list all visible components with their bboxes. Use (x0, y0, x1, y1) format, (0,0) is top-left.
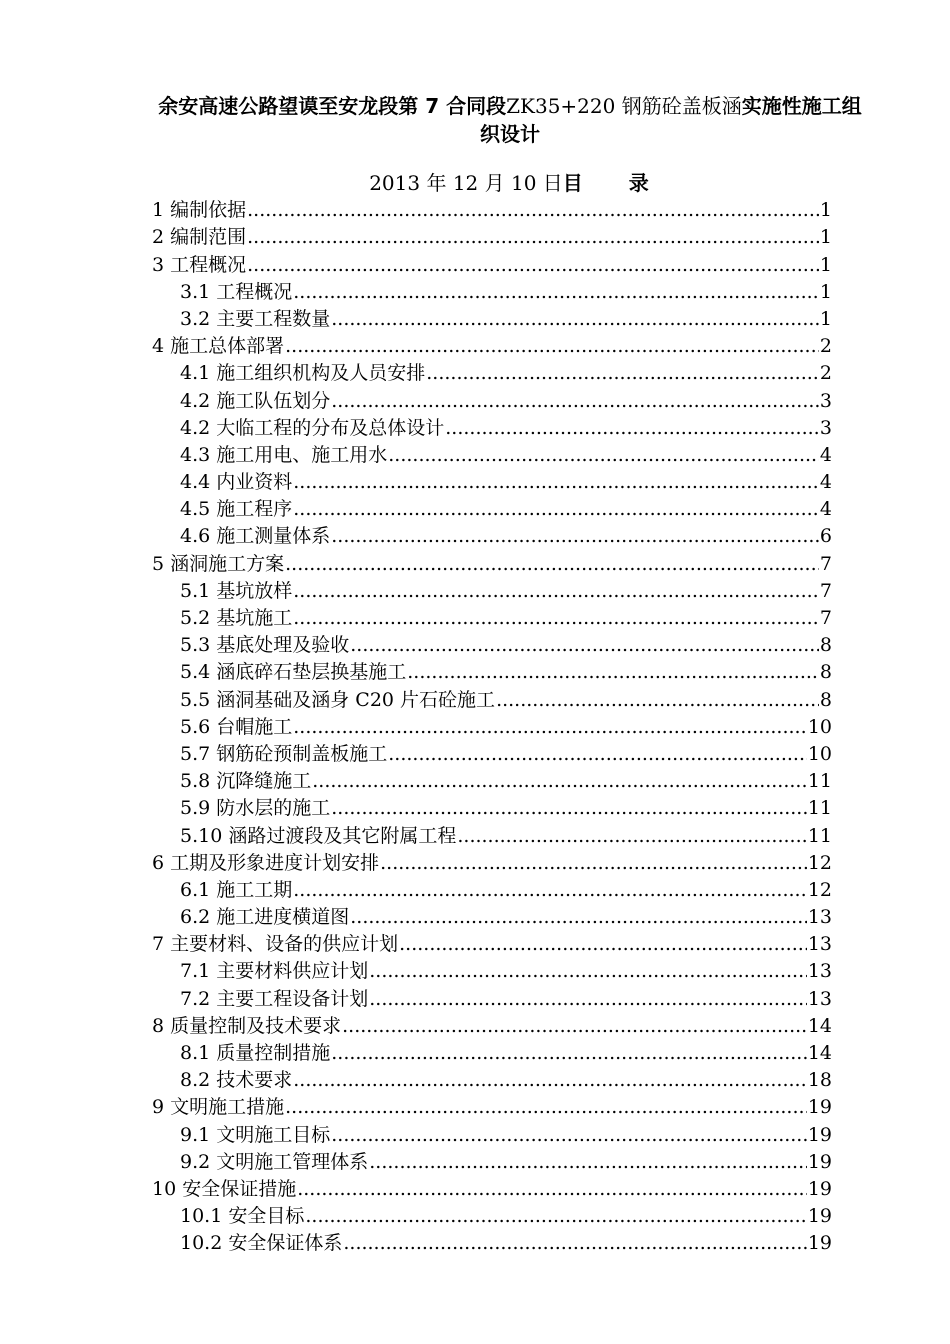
toc-entry-label: 3 工程概况 (152, 253, 247, 276)
toc-entry-page: 13 (807, 906, 832, 929)
toc-entry-label: 4.6 施工测量体系 (180, 525, 331, 548)
toc-entry-label: 4.2 施工队伍划分 (180, 389, 331, 412)
toc-leader-dots (388, 742, 807, 766)
title-part-structure: ZK35+220 钢筋砼盖板涵 (506, 94, 742, 118)
toc-entry-page: 13 (807, 987, 832, 1010)
toc-entry[interactable] (152, 331, 832, 358)
toc-entry[interactable] (152, 277, 832, 304)
toc-leader-dots (445, 416, 819, 440)
toc-entry-page: 8 (819, 634, 832, 657)
toc-entry[interactable] (152, 222, 832, 249)
toc-entry-label: 9.1 文明施工目标 (180, 1123, 331, 1146)
toc-entry[interactable] (152, 521, 832, 548)
toc-entry[interactable] (152, 793, 832, 820)
toc-entry-label: 5.1 基坑放样 (180, 579, 293, 602)
toc-leader-dots (343, 1231, 806, 1255)
toc-entry[interactable] (152, 766, 832, 793)
toc-entry[interactable] (152, 848, 832, 875)
toc-entry-label: 6.2 施工进度横道图 (180, 906, 350, 929)
toc-entry-label: 1 编制依据 (152, 199, 247, 222)
toc-leader-dots (247, 225, 819, 249)
toc-entry-page: 12 (807, 878, 832, 901)
toc-entry[interactable] (152, 1065, 832, 1092)
toc-entry-page: 19 (807, 1232, 832, 1255)
toc-entry[interactable] (152, 1092, 832, 1119)
toc-entry-page: 18 (807, 1069, 832, 1092)
toc-entry-page: 13 (807, 960, 832, 983)
toc-entry-page: 1 (819, 253, 832, 276)
toc-leader-dots (369, 987, 807, 1011)
toc-leader-dots (285, 334, 819, 358)
toc-leader-dots (331, 796, 807, 820)
toc-entry-label: 4.5 施工程序 (180, 498, 293, 521)
toc-entry-label: 10.2 安全保证体系 (180, 1232, 343, 1255)
toc-entry-label: 5 涵洞施工方案 (152, 552, 285, 575)
toc-entry-label: 8 质量控制及技术要求 (152, 1014, 342, 1037)
toc-entry-page: 19 (807, 1096, 832, 1119)
toc-entry-label: 10 安全保证措施 (152, 1177, 297, 1200)
toc-entry-page: 1 (819, 307, 832, 330)
toc-entry-label: 5.6 台帽施工 (180, 715, 293, 738)
toc-entry[interactable] (152, 358, 832, 385)
toc-entry[interactable] (152, 902, 832, 929)
toc-entry[interactable] (152, 657, 832, 684)
toc-entry[interactable] (152, 929, 832, 956)
toc-entry-label: 5.7 钢筋砼预制盖板施工 (180, 742, 388, 765)
toc-entry-label: 9 文明施工措施 (152, 1096, 285, 1119)
date-and-toc-heading (150, 170, 870, 196)
toc-entry[interactable] (152, 1011, 832, 1038)
toc-entry[interactable] (152, 304, 832, 331)
toc-entry-page: 4 (819, 471, 832, 494)
document-date: 2013 年 12 月 10 日 (369, 171, 563, 195)
toc-entry-label: 9.2 文明施工管理体系 (180, 1150, 369, 1173)
toc-leader-dots (293, 470, 819, 494)
toc-leader-dots (247, 198, 819, 222)
toc-entry-label: 5.5 涵洞基础及涵身 C20 片石砼施工 (180, 688, 496, 711)
toc-entry[interactable] (152, 820, 832, 847)
toc-entry-page: 19 (807, 1150, 832, 1173)
toc-leader-dots (407, 660, 819, 684)
toc-leader-dots (380, 851, 807, 875)
toc-leader-dots (293, 715, 807, 739)
toc-entry-page: 10 (807, 742, 832, 765)
toc-entry-page: 7 (819, 607, 832, 629)
toc-entry-page: 1 (819, 280, 832, 303)
toc-entry-page: 1 (819, 199, 832, 222)
toc-leader-dots (331, 389, 819, 413)
toc-entry-label: 4.3 施工用电、施工用水 (180, 443, 388, 466)
toc-entry[interactable] (152, 494, 832, 521)
toc-leader-dots (342, 1014, 807, 1038)
toc-entry[interactable] (152, 249, 832, 276)
toc-leader-dots (293, 878, 807, 902)
toc-entry-label: 4.4 内业资料 (180, 471, 293, 494)
toc-entry-label: 5.9 防水层的施工 (180, 797, 331, 820)
toc-entry-label: 8.1 质量控制措施 (180, 1042, 331, 1064)
toc-leader-dots (297, 1177, 807, 1201)
toc-entry[interactable] (152, 1038, 832, 1065)
toc-entry-page: 11 (807, 824, 832, 847)
toc-entry[interactable] (152, 739, 832, 766)
toc-leader-dots (457, 824, 806, 848)
toc-entry-label: 7.1 主要材料供应计划 (180, 960, 369, 983)
toc-entry-label: 5.3 基底处理及验收 (180, 634, 350, 657)
toc-entry[interactable] (152, 576, 832, 603)
toc-leader-dots (331, 307, 819, 331)
toc-entry-label: 10.1 安全目标 (180, 1205, 305, 1228)
toc-entry[interactable] (152, 956, 832, 983)
toc-leader-dots (285, 552, 819, 576)
document-title (150, 92, 870, 148)
toc-leader-dots (293, 1068, 807, 1092)
toc-entry[interactable] (152, 440, 832, 467)
toc-entry-label: 3.1 工程概况 (180, 280, 293, 303)
toc-leader-dots (305, 1204, 806, 1228)
title-part-project: 余安高速公路望谟至安龙段第 7 合同段 (158, 94, 507, 118)
toc-entry-page: 10 (807, 715, 832, 738)
toc-leader-dots (331, 1123, 807, 1147)
toc-entry-page: 4 (819, 443, 832, 466)
toc-leader-dots (331, 1041, 807, 1065)
toc-entry[interactable] (152, 684, 832, 711)
toc-entry-page: 14 (807, 1014, 832, 1037)
toc-entry-label: 7 主要材料、设备的供应计划 (152, 933, 399, 956)
toc-entry-page: 3 (819, 389, 832, 412)
toc-leader-dots (399, 932, 807, 956)
toc-leader-dots (312, 769, 807, 793)
toc-entry[interactable] (152, 1201, 832, 1228)
toc-entry[interactable] (152, 1174, 832, 1201)
toc-entry-page: 6 (819, 525, 832, 548)
toc-leader-dots (293, 606, 819, 630)
toc-leader-dots (331, 524, 819, 548)
toc-entry-page: 4 (819, 498, 832, 521)
toc-entry[interactable] (152, 983, 832, 1010)
toc-entry-page: 2 (819, 335, 832, 358)
toc-leader-dots (293, 280, 819, 304)
toc-entry-page: 1 (819, 226, 832, 249)
toc-leader-dots (350, 633, 819, 657)
toc-leader-dots (293, 497, 819, 521)
toc-entry[interactable] (152, 875, 832, 902)
toc-entry-label: 5.8 沉降缝施工 (180, 770, 312, 793)
toc-entry[interactable] (152, 467, 832, 494)
toc-entry-page: 8 (819, 688, 832, 711)
toc-leader-dots (426, 361, 819, 385)
toc-entry[interactable] (152, 603, 832, 630)
toc-leader-dots (350, 905, 807, 929)
title-part-design: 实施性施工组织设计 (480, 94, 862, 146)
toc-entry-page: 3 (819, 416, 832, 439)
toc-entry-page: 19 (807, 1177, 832, 1200)
toc-entry-page: 8 (819, 661, 832, 684)
toc-entry[interactable] (152, 413, 832, 440)
toc-entry-page: 7 (819, 579, 832, 602)
toc-leader-dots (285, 1095, 807, 1119)
toc-leader-dots (369, 1150, 807, 1174)
toc-entry-label: 5.2 基坑施工 (180, 607, 293, 629)
toc-entry-label: 4.1 施工组织机构及人员安排 (180, 362, 426, 385)
toc-entry-label: 6.1 施工工期 (180, 878, 293, 901)
toc-entry-page: 19 (807, 1205, 832, 1228)
toc-entry-label: 4.2 大临工程的分布及总体设计 (180, 416, 445, 439)
toc-leader-dots (496, 688, 819, 712)
toc-entry-label: 8.2 技术要求 (180, 1069, 293, 1092)
toc-entry[interactable] (152, 195, 832, 222)
toc-entry-label: 6 工期及形象进度计划安排 (152, 851, 380, 874)
toc-entry-page: 19 (807, 1123, 832, 1146)
toc-entry[interactable] (152, 548, 832, 575)
toc-entry[interactable] (152, 1119, 832, 1146)
toc-entry-page: 7 (819, 552, 832, 575)
toc-entry[interactable] (152, 1147, 832, 1174)
toc-entry-page: 12 (807, 851, 832, 874)
toc-entry[interactable] (152, 1228, 832, 1255)
toc-leader-dots (293, 579, 819, 603)
toc-entry-label: 5.4 涵底碎石垫层换基施工 (180, 661, 407, 684)
toc-entry-page: 11 (807, 797, 832, 820)
toc-entry-label: 4 施工总体部署 (152, 335, 285, 358)
toc-entry[interactable] (152, 630, 832, 657)
toc-entry-page: 2 (819, 362, 832, 385)
toc-entry[interactable] (152, 712, 832, 739)
toc-entry-label: 5.10 涵路过渡段及其它附属工程 (180, 824, 457, 847)
table-of-contents (152, 195, 832, 1255)
toc-entry-page: 11 (807, 770, 832, 793)
toc-leader-dots (388, 443, 819, 467)
toc-entry[interactable] (152, 385, 832, 412)
toc-entry-page: 13 (807, 933, 832, 956)
toc-entry-label: 2 编制范围 (152, 226, 247, 249)
toc-heading: 目 录 (562, 171, 651, 195)
toc-entry-label: 3.2 主要工程数量 (180, 307, 331, 330)
toc-leader-dots (247, 253, 819, 277)
toc-entry-label: 7.2 主要工程设备计划 (180, 987, 369, 1010)
toc-entry-page: 14 (807, 1042, 832, 1064)
toc-leader-dots (369, 959, 807, 983)
